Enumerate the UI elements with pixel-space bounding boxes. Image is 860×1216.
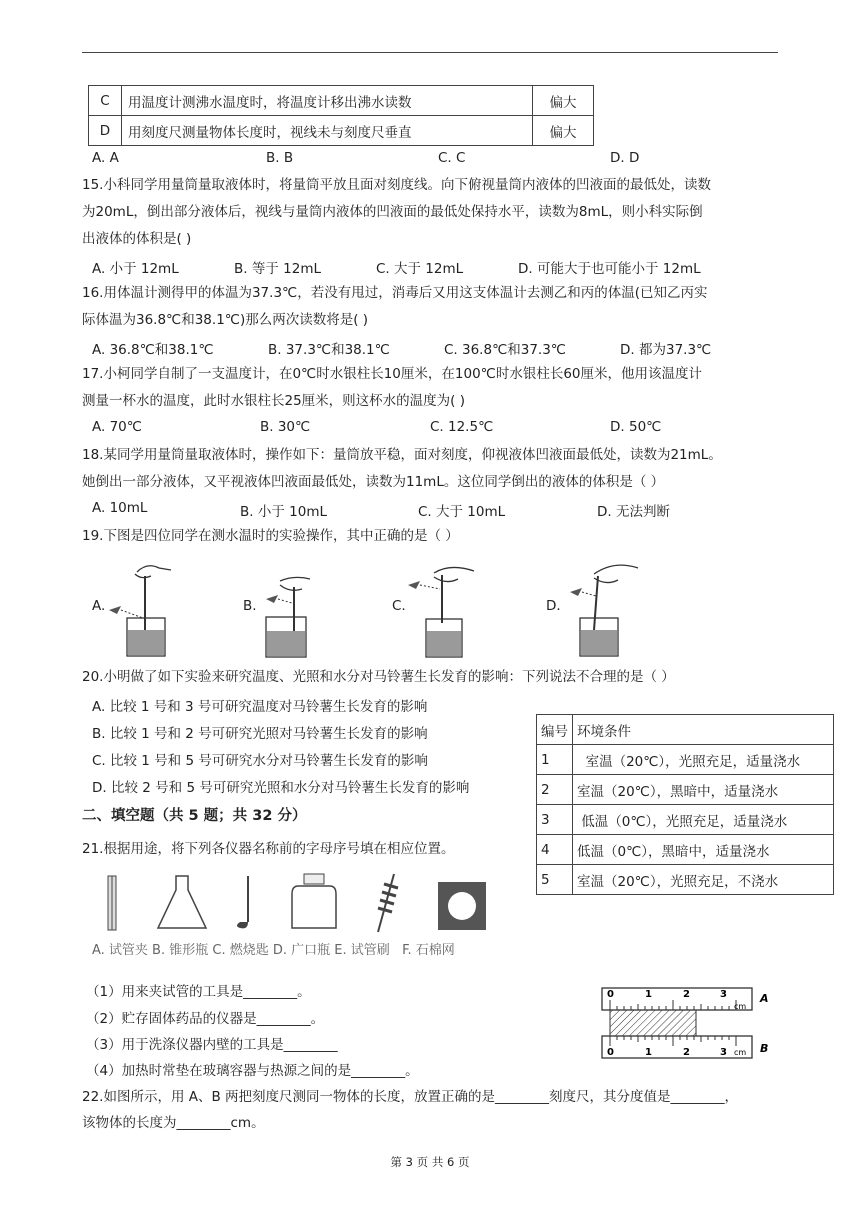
measured-object bbox=[610, 1010, 696, 1036]
q15-line-3: 出液体的体积是( ) bbox=[82, 231, 192, 247]
option-result: 偏大 bbox=[533, 116, 594, 146]
choice-a: A. 70℃ bbox=[92, 419, 142, 435]
q21-item-3: （3）用于洗涤仪器内壁的工具是________ bbox=[86, 1037, 338, 1053]
choice-b: B. 小于 10mL bbox=[240, 504, 327, 520]
table-row bbox=[537, 865, 834, 895]
table-header-row bbox=[537, 715, 834, 745]
ruler-diagram bbox=[598, 982, 776, 1062]
row-id: 2 bbox=[537, 775, 573, 805]
conical-flask-icon bbox=[158, 876, 206, 928]
wide-mouth-bottle-icon bbox=[292, 874, 336, 928]
option-key: C bbox=[89, 86, 122, 116]
choice-a: A. 36.8℃和38.1℃ bbox=[92, 342, 214, 358]
ruler-a-tick-2: 2 bbox=[683, 989, 690, 1000]
choice-b: B. 30℃ bbox=[260, 419, 311, 435]
choice-a: A. A bbox=[92, 150, 119, 166]
ruler-b-tick-1: 1 bbox=[645, 1047, 652, 1058]
option-label: C. bbox=[392, 598, 406, 614]
table-row bbox=[537, 805, 834, 835]
q17-line-2: 测量一杯水的温度，此时水银柱长25厘米，则这杯水的温度为( ) bbox=[82, 393, 466, 409]
choice-b: B. 37.3℃和38.1℃ bbox=[268, 342, 390, 358]
option-desc: 用刻度尺测量物体长度时，视线未与刻度尺垂直 bbox=[122, 116, 533, 146]
q20-text: 20.小明做了如下实验来研究温度、光照和水分对马铃薯生长发育的影响：下列说法不合理的是（ ） bbox=[82, 669, 675, 685]
q22-line-2: 该物体的长度为________cm。 bbox=[82, 1115, 265, 1131]
option-label: A. bbox=[92, 598, 106, 614]
header-id: 编号 bbox=[537, 715, 573, 745]
q15-line-2: 为20mL，倒出部分液体后，视线与量筒内液体的凹液面的最低处保持水平，读数为8mL，则小科实际倒 bbox=[82, 204, 703, 220]
row-cond: 室温（20℃），光照充足，不浇水 bbox=[573, 865, 834, 895]
ruler-b-tick-3: 3 bbox=[720, 1047, 727, 1058]
beaker-illustration-b bbox=[258, 575, 338, 665]
choice-c: C. 比较 1 号和 5 号可研究水分对马铃薯生长发育的影响 bbox=[92, 753, 428, 769]
choice-d: D. 50℃ bbox=[610, 419, 662, 435]
instruments-caption: A. 试管夹 B. 锥形瓶 C. 燃烧匙 D. 广口瓶 E. 试管刷 F. 石棉网 bbox=[92, 943, 455, 958]
page-footer: 第 3 页 共 6 页 bbox=[390, 1155, 470, 1169]
table-row bbox=[89, 116, 594, 146]
ruler-b-tick-0: 0 bbox=[607, 1047, 614, 1058]
q16-line-1: 16.用体温计测得甲的体温为37.3℃，若没有甩过，消毒后又用这支体温计去测乙和丙的体温(已知乙丙实 bbox=[82, 285, 708, 301]
choice-d: D. 可能大于也可能小于 12mL bbox=[518, 261, 701, 277]
q19-text: 19.下图是四位同学在测水温时的实验操作，其中正确的是（ ） bbox=[82, 528, 459, 544]
q22-line-1: 22.如图所示，用 A、B 两把刻度尺测同一物体的长度，放置正确的是________刻度尺，其分度值是________， bbox=[82, 1089, 739, 1105]
option-result: 偏大 bbox=[533, 86, 594, 116]
row-cond: 低温（0℃），黑暗中，适量浇水 bbox=[573, 835, 834, 865]
row-id: 3 bbox=[537, 805, 573, 835]
q15-line-1: 15.小科同学用量筒量取液体时，将量筒平放且面对刻度线。向下俯视量筒内液体的凹液面的最低处，读数 bbox=[82, 177, 711, 193]
ruler-a-label: A bbox=[760, 992, 769, 1005]
q21-item-4: （4）加热时常垫在玻璃容器与热源之间的是________。 bbox=[86, 1063, 419, 1079]
table-row bbox=[537, 745, 834, 775]
choice-a: A. 比较 1 号和 3 号可研究温度对马铃薯生长发育的影响 bbox=[92, 699, 428, 715]
ruler-a-tick-0: 0 bbox=[607, 989, 614, 1000]
choice-b: B. 等于 12mL bbox=[234, 261, 321, 277]
beaker-illustration-a bbox=[105, 560, 185, 660]
options-table bbox=[88, 85, 594, 146]
choice-c: C. C bbox=[438, 150, 466, 166]
q17-line-1: 17.小柯同学自制了一支温度计，在0℃时水银柱长10厘米，在100℃时水银柱长60厘米，他用该温度计 bbox=[82, 366, 703, 382]
ruler-b-label: B bbox=[760, 1042, 769, 1055]
row-cond: 室温（20℃），黑暗中，适量浇水 bbox=[573, 775, 834, 805]
choice-d: D. 都为37.3℃ bbox=[620, 342, 712, 358]
q21-item-2: （2）贮存固体药品的仪器是________。 bbox=[86, 1011, 325, 1027]
ruler-b-unit: cm bbox=[734, 1048, 747, 1057]
choice-c: C. 12.5℃ bbox=[430, 419, 494, 435]
asbestos-gauze-icon bbox=[438, 882, 486, 930]
ruler-a-tick-3: 3 bbox=[720, 989, 727, 1000]
option-label: B. bbox=[243, 598, 257, 614]
row-cond: 低温（0℃），光照充足，适量浇水 bbox=[573, 805, 834, 835]
header-rule bbox=[82, 52, 778, 53]
table-row bbox=[89, 86, 594, 116]
choice-a: A. 10mL bbox=[92, 500, 148, 516]
q16-line-2: 际体温为36.8℃和38.1℃)那么两次读数将是( ) bbox=[82, 312, 369, 328]
ruler-b-tick-2: 2 bbox=[683, 1047, 690, 1058]
choice-d: D. 无法判断 bbox=[597, 504, 670, 520]
choice-b: B. 比较 1 号和 2 号可研究光照对马铃薯生长发育的影响 bbox=[92, 726, 428, 742]
beaker-illustration-c bbox=[404, 563, 489, 663]
table-row bbox=[537, 775, 834, 805]
row-id: 4 bbox=[537, 835, 573, 865]
choice-a: A. 小于 12mL bbox=[92, 261, 179, 277]
option-key: D bbox=[89, 116, 122, 146]
instruments-illustration bbox=[92, 872, 492, 936]
test-tube-brush-icon bbox=[378, 874, 398, 932]
q18-line-2: 她倒出一部分液体，又平视液体凹液面最低处，读数为11mL。这位同学倒出的液体的体积是（ ） bbox=[82, 474, 665, 490]
test-tube-clamp-icon bbox=[108, 876, 116, 930]
choice-b: B. B bbox=[266, 150, 294, 166]
section-title: 二、填空题（共 5 题；共 32 分） bbox=[82, 808, 307, 824]
beaker-illustration-d bbox=[560, 560, 645, 660]
ruler-a-unit: cm bbox=[734, 1002, 747, 1011]
choice-d: D. 比较 2 号和 5 号可研究光照和水分对马铃薯生长发育的影响 bbox=[92, 780, 470, 796]
combustion-spoon-icon bbox=[237, 876, 248, 928]
choice-c: C. 大于 10mL bbox=[418, 504, 506, 520]
q18-line-1: 18.某同学用量筒量取液体时，操作如下：量筒放平稳，面对刻度，仰视液体凹液面最低处，读数为21mL。 bbox=[82, 447, 722, 463]
table-row bbox=[537, 835, 834, 865]
row-id: 5 bbox=[537, 865, 573, 895]
row-id: 1 bbox=[537, 745, 573, 775]
row-cond: 室温（20℃），光照充足，适量浇水 bbox=[573, 745, 834, 775]
choice-c: C. 大于 12mL bbox=[376, 261, 464, 277]
ruler-a-tick-1: 1 bbox=[645, 989, 652, 1000]
experiment-table bbox=[536, 714, 834, 895]
choice-d: D. D bbox=[610, 150, 640, 166]
option-desc: 用温度计测沸水温度时，将温度计移出沸水读数 bbox=[122, 86, 533, 116]
q21-item-1: （1）用来夹试管的工具是________。 bbox=[86, 984, 311, 1000]
q21-text: 21.根据用途，将下列各仪器名称前的字母序号填在相应位置。 bbox=[82, 841, 455, 857]
header-cond: 环境条件 bbox=[573, 715, 834, 745]
option-label: D. bbox=[546, 598, 561, 614]
choice-c: C. 36.8℃和37.3℃ bbox=[444, 342, 566, 358]
